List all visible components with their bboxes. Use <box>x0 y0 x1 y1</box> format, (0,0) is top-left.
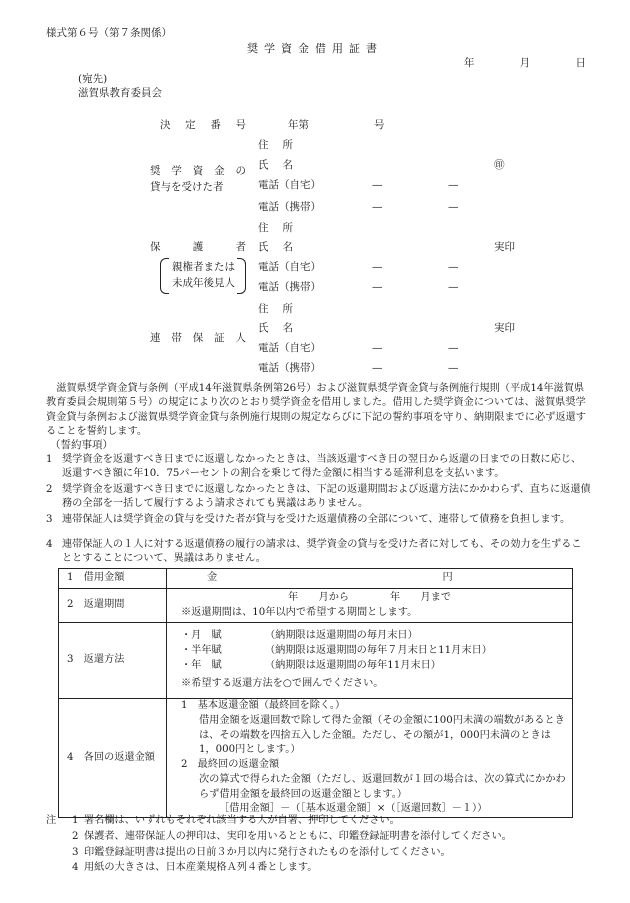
repay-method-cell[interactable] <box>167 623 573 699</box>
note-item <box>46 829 591 845</box>
table-row <box>59 699 573 818</box>
pledge-text: 奨学資金を返還すべき日までに返還しなかったときは、当該返還すべき日の翌日から返還の日までの日数に応じ、返還すべき額に年10．75パーセントの割合を乗じて得た金額に相当する延滞利息を支払います。 <box>62 454 582 480</box>
pledge-text: 連帯保証人の１人に対する返還債務の履行の請求は、奨学資金の貸与を受けた者に対しても、その効力を生ずることとすることについて、異議はありません。 <box>62 539 582 565</box>
installment-basic-heading: 1 基本返還金額（最終回を除く。） <box>181 700 346 711</box>
note-item <box>46 813 591 829</box>
date-year: 年 <box>463 57 475 69</box>
pledge-text: 連帯保証人は奨学資金の貸与を受けた者が貸与を受けた返還債務の全部について、連帯して債務を負担します。 <box>62 514 571 525</box>
table-row <box>59 623 573 699</box>
installment-final-text: 次の算式で得られた金額（ただし、返還回数が１回の場合は、次の算式にかかわらず借用金額を最終回の返還金額とします。） <box>199 773 566 800</box>
guarantor-jitsuin: 実印 <box>494 322 515 334</box>
borrower-label-2: 貸与を受けた者 <box>150 181 224 193</box>
borrower-name-label: 氏名 <box>258 159 307 171</box>
pledge-item <box>46 483 591 512</box>
dash: — <box>448 362 459 374</box>
loan-amount-cell[interactable] <box>167 569 573 589</box>
pledge-paragraph-text: 滋賀県奨学資金貸与条例（平成14年滋賀県条例第26号）および滋賀県奨学資金貸与条例施行規則（平成14年滋賀県教育委員会規則第５号）の規定により次のとおり奨学資金を借用しました。借用した奨学資金については、滋賀県奨学資金貸与条例および滋賀県奨学資金貸与条例施行規則の規定ならびに下記の誓約事項を守り、納期限までに必ず返還することを誓約します。 <box>46 383 586 438</box>
pledge-heading: （誓約事項） <box>50 439 113 451</box>
option-key: ・年 賦 <box>181 659 222 671</box>
dash: — <box>372 179 383 191</box>
decision-row <box>150 118 570 138</box>
note-item <box>46 845 591 861</box>
table-row <box>59 589 573 623</box>
repay-method-option[interactable] <box>173 659 566 674</box>
pledge-paragraph <box>46 382 588 440</box>
notes-section <box>46 813 591 876</box>
option-desc: （納期限は返還期間の毎年７月末日と11月末日） <box>265 644 492 656</box>
guardian-sub-bracket <box>160 258 246 294</box>
note-num: 2 <box>72 830 79 842</box>
option-key: ・半年賦 <box>181 644 222 656</box>
guardian-jitsuin: 実印 <box>494 241 515 253</box>
guarantor-address-row <box>150 302 570 322</box>
guarantor-address-label: 住所 <box>258 303 307 315</box>
note-text: 印鑑登録証明書は提出の日前３か月以内に発行されたものを添付してください。 <box>84 846 451 858</box>
addressee: 滋賀県教育委員会 <box>78 87 162 99</box>
borrower-tel-home-label: 電話（自宅） <box>258 179 321 191</box>
dash: — <box>448 342 459 354</box>
pledge-item <box>46 453 591 482</box>
option-desc: （納期限は返還期間の毎月末日） <box>265 629 418 641</box>
guarantor-name-label: 氏名 <box>258 322 307 334</box>
guarantor-tel-home-label: 電話（自宅） <box>258 342 321 354</box>
repay-method-note: ※希望する返還方法を○で囲んでください。 <box>181 678 384 690</box>
repay-method-option[interactable] <box>173 644 566 659</box>
installment-basic-text: 借用金額を返還回数で除して得た金額（その金額に100円未満の端数があるときは、その端数を四捨五入した金額。ただし、その額が1，000円未満のときは1，000円とします。） <box>199 714 565 756</box>
borrower-tel-mobile-row <box>150 200 570 220</box>
guarantor-tel-mobile-row <box>150 361 570 381</box>
date-day: 日 <box>575 57 586 69</box>
borrower-label-1: 奨学資金の <box>150 165 246 177</box>
loan-amount-label: 1 借用金額 <box>59 569 167 589</box>
guardian-address-label: 住所 <box>258 222 307 234</box>
borrower-name-row <box>150 158 570 178</box>
form-number: 様式第６号（第７条関係） <box>46 27 172 39</box>
note-num: 1 <box>72 815 79 826</box>
installment-formula: ［借用金額］－（［基本返還金額］×（［返還回数］－１）） <box>219 803 488 815</box>
note-text: 署名欄は、いずれもそれぞれ該当する人が自署、押印してください。 <box>84 815 400 826</box>
installment-label: 4 各回の返還金額 <box>59 699 167 818</box>
note-text: 用紙の大きさは、日本産業規格Ａ列４番とします。 <box>84 862 318 874</box>
table-row <box>59 569 573 589</box>
dash: — <box>448 179 459 191</box>
dash: — <box>372 201 383 213</box>
loan-amount-yen: 円 <box>442 572 453 584</box>
repay-period-label: 2 返還期間 <box>59 589 167 623</box>
guarantor-label: 連帯保証人 <box>150 332 246 344</box>
guardian-tel-home-label: 電話（自宅） <box>258 261 321 273</box>
borrower-tel-mobile-label: 電話（携帯） <box>258 201 321 213</box>
borrower-tel-home-row <box>150 178 570 198</box>
decision-go: 号 <box>374 119 385 131</box>
date-line <box>442 56 586 71</box>
borrower-address-label: 住所 <box>258 139 307 151</box>
guarantor-tel-mobile-label: 電話（携帯） <box>258 362 321 374</box>
dash: — <box>372 281 383 293</box>
pledge-num: 1 <box>46 454 53 465</box>
note-text: 保護者、連帯保証人の押印は、実印を用いるとともに、印鑑登録証明書を添付してください。 <box>84 830 512 842</box>
note-num: 3 <box>72 846 79 858</box>
guardian-name-label: 氏名 <box>258 241 307 253</box>
guardian-label: 保護者 <box>150 241 246 253</box>
pledge-item <box>46 513 591 527</box>
dash: — <box>372 261 383 273</box>
document-title: 奨学資金借用証書 <box>247 42 383 55</box>
guarantor-tel-home-row <box>150 332 570 361</box>
guardian-tel-mobile-label: 電話（携帯） <box>258 281 321 293</box>
dash: — <box>448 281 459 293</box>
installment-cell <box>167 699 573 818</box>
note-item <box>46 860 591 876</box>
decision-label: 決定番号 <box>160 119 246 131</box>
addressee-label: (宛先) <box>78 73 108 85</box>
borrower-address-row <box>150 138 570 158</box>
date-month: 月 <box>519 57 531 69</box>
guardian-sub-1: 親権者または <box>172 261 235 273</box>
pledge-text: 奨学資金を返還すべき日までに返還しなかったときは、下記の返還期間および返還方法にかかわらず、直ちに返還債務の全部を一括して履行するよう請求されても異議はありません。 <box>62 484 591 510</box>
pledge-num: 4 <box>46 539 53 550</box>
dash: — <box>372 362 383 374</box>
dash: — <box>448 261 459 273</box>
repay-method-label: 3 返還方法 <box>59 623 167 699</box>
repay-period-line: 年 月から 年 月まで <box>288 591 451 603</box>
note-num: 4 <box>72 862 79 874</box>
repay-method-option[interactable] <box>173 629 566 644</box>
repay-period-note: ※返還期間は、10年以内で希望する期間とします。 <box>181 606 418 618</box>
dash: — <box>372 342 383 354</box>
dash: — <box>448 201 459 213</box>
option-key: ・月 賦 <box>181 629 222 641</box>
borrower-seal-mark: ㊞ <box>494 159 505 171</box>
loan-amount-kin: 金 <box>207 572 218 584</box>
pledge-item <box>46 538 591 567</box>
repay-period-cell[interactable] <box>167 589 573 623</box>
decision-nen: 年第 <box>288 119 309 131</box>
pledge-num: 2 <box>46 484 53 495</box>
pledge-num: 3 <box>46 514 53 525</box>
notes-label: 注 <box>46 815 57 826</box>
guardian-sub-2: 未成年後見人 <box>172 277 235 289</box>
option-desc: （納期限は返還期間の毎年11月末日） <box>265 659 441 671</box>
guardian-name-row <box>150 240 570 260</box>
installment-final-heading: 2 最終回の返還金額 <box>181 759 280 771</box>
loan-terms-table <box>58 568 573 818</box>
guardian-address-row <box>150 221 570 241</box>
